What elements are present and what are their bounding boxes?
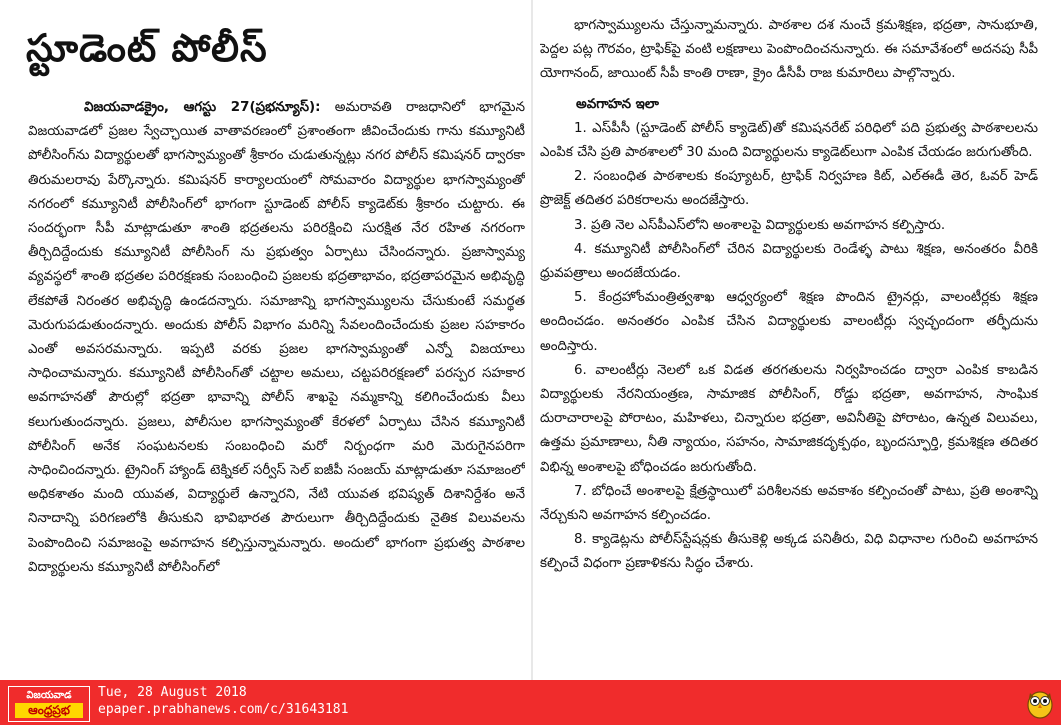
epaper-link[interactable]: epaper.prabhanews.com/c/31643181 (98, 702, 349, 717)
right-intro-paragraph: భాగస్వామ్యులను చేస్తున్నామన్నారు. పాఠశాల దశ నుంచే క్రమశిక్షణ, భద్రతా, సానుభూతి, పెద్దల పట్ల గౌరవం, ట్రాఫిక్‌పై వంటి లక్షణాలు పెంపొందించనున్నారు. ఈ సమావేశంలో అదనపు సీపీ యోగానంద్, జాయింట్ సీపీ కాంతి రాణా, క్రైం డీసీపీ రాజ కుమారిలు పాల్గొన్నారు. (540, 18, 1038, 82)
article-left-column (28, 96, 525, 676)
dateline: విజయవాడక్రైం, ఆగస్టు 27(ప్రభన్యూస్): (84, 100, 321, 115)
article-right-column (540, 14, 1038, 674)
column-divider (531, 0, 533, 680)
list-item: 8. క్యాడెట్లను పోలీస్‌స్టేషన్లకు తీసుకెళ్లి అక్కడ పనితీరు, విధి విధానాల గురించి అవగాహన కల్పించే విధంగా ప్రణాళికను సిద్ధం చేశారు. (540, 532, 1038, 572)
owl-icon (1026, 687, 1054, 719)
list-item: 5. కేంద్రహోంమంత్రిత్వశాఖ ఆధ్వర్యంలో శిక్షణ పొందిన ట్రైనర్లు, వాలంటీర్లకు శిక్షణ అందించడం. అనంతరం ఎంపిక చేసిన విద్యార్థులకు వాలంటీర్లు స్వచ్ఛందంగా తర్ఫీదును అందిస్తారు. (540, 290, 1038, 354)
left-body-text: అమరావతి రాజధానిలో భాగమైన విజయవాడలో ప్రజల స్వేచ్ఛాయిత వాతావరణంలో ప్రశాంతంగా జీవించేందుకు గాను కమ్యూనిటీ పోలీసింగ్‌ను విద్యార్థులతో భాగస్వామ్యంతో శ్రీకారం చుడుతున్నట్లు నగర పోలీస్ కమిషనర్ ద్వారకా తిరుమలరావు పేర్కొన్నారు. కమిషనర్ కార్యాలయంలో సోమవారం విద్యార్థుల భాగస్వామ్యంతో నగరంలో కమ్యూనిటీ పోలీసింగ్‌లో భాగంగా స్టూడెంట్ పోలీస్ క్యాడెట్‌కు శ్రీకారం చుట్టారు. ఈ సందర్భంగా సీపీ మాట్లాడుతూ శాంతి భద్రతలను పరిరక్షించి సురక్షిత నేర రహిత నగరంగా తీర్చిదిద్దేందుకు కమ్యూనిటీ పోలీసింగ్ ను ప్రభుత్వం ఏర్పాటు చేసిందన్నారు. ప్రజాస్వామ్య వ్యవస్థలో శాంతి భద్రతల పరిరక్షణకు సంబంధించి ప్రజలకు భద్రతాభావం, భద్రతాపరమైన అభివృద్ధి లేకపోతే నిరంతర అభివృద్ధి ఉండదన్నారు. సమాజాన్ని భాగస్వామ్యులను చేసుకుంటే సమర్థత మెరుగుపడుతుందన్నారు. అందుకు పోలీస్ విభాగం మరిన్ని సేవలందించేందుకు ప్రజల సహకారం ఎంతో అవసరమన్నారు. ఇప్పటి వరకు ప్రజల భాగస్వామ్యంతో ఎన్నో విజయాలు సాధించామన్నారు. కమ్యూనిటీ పోలీసింగ్‌తో చట్టాల అమలు, చట్టపరిరక్షణలో పరస్పర సహకార అవగాహనతో పౌరుల్లో భద్రతా భావాన్ని పోలీస్ శాఖపై నమ్మకాన్ని కలిగించేందుకు వీలు కలుగుతుందన్నారు. ప్రజలు, పోలీసుల భాగస్వామ్యంతో కేరళలో ఏర్పాటు చేసిన కమ్యూనిటీ పోలీసింగ్ అనేక సంఘటనలకు సంబంధించి మరో నిర్బంధగా మరి మెరుగైనపరిగా సాధించిందన్నారు. ట్రైనింగ్ హ్యాండ్ టెక్నికల్ సర్వీస్ సెల్ ఐజీపీ సంజయ్ మాట్లాడుతూ సమాజంలో అధికశాతం మంది యువత, విద్యార్థులే ఉన్నారని, నేటి యువత భవిష్యత్ దిశానిర్దేశం అనే నినాదాన్ని పరిగణలోకి తీసుకుని భావిభారత పౌరులుగా తీర్చిదిద్దేందుకు నైతిక విలువలను పెంపొందించి సమాజంపై అవగాహన కల్పిస్తున్నామన్నారు. అందులో భాగంగా ప్రభుత్వ పాఠశాల విద్యార్థులను కమ్యూనిటీ పోలీసింగ్‌లో (28, 100, 525, 575)
list-item: 1. ఎస్‌పీసీ (స్టూడెంట్ పోలీస్ క్యాడెట్)తో కమిషనరేట్ పరిధిలో పది ప్రభుత్వ పాఠశాలలను ఎంపిక చేసి ప్రతి పాఠశాలలో 30 మంది విద్యార్థులను క్యాడెట్‌లుగా ఎంపిక చేయడం జరుగుతోంది. (540, 120, 1038, 161)
article-headline: స్టూడెంట్ పోలీస్ (26, 26, 268, 70)
publication-date: Tue, 28 August 2018 (98, 685, 247, 700)
logo-masthead: ఆంధ్రప్రభ (15, 703, 83, 718)
list-item: 2. సంబంధిత పాఠశాలకు కంప్యూటర్, ట్రాఫిక్ నిర్వహణ కిట్, ఎల్ఈడీ తెర, ఓవర్ హెడ్ ప్రొజెక్ట్ తదితర పరికరాలను అందజేస్తారు. (540, 169, 1038, 209)
article-lead-paragraph (28, 96, 525, 580)
list-item: 7. బోధించే అంశాలపై క్షేత్రస్థాయిలో పరిశీలనకు అవకాశం కల్పించంతో పాటు, ప్రతి అంశాన్ని నేర్చుకుని అవగాహన కల్పించడం. (540, 483, 1038, 524)
list-item: 3. ప్రతి నెల ఎస్‌పీఎస్‌లోని అంశాలపై విద్యార్థులకు అవగాహన కల్పిస్తారు. (574, 217, 946, 233)
newspaper-logo[interactable] (8, 686, 90, 722)
logo-edition-label: విజయవాడ (26, 690, 72, 701)
subhead-awareness: అవగాహన ఇలా (576, 96, 659, 112)
list-item: 6. వాలంటీర్లు నెలలో ఒక విడత తరగతులను నిర్వహించడం ద్వారా ఎంపిక కాబడిన విద్యార్థులకు నేరనియంత్రణ, సామాజిక పోలీసింగ్, రోడ్డు భద్రతా, అవగాహన, సాంఘిక దురాచారాలపై పోరాటం, మహిళలు, చిన్నారుల భద్రతా, అవినీతిపై పోరాటం, ఉన్నత విలువలు, ఉత్తమ ప్రమాణాలు, నీతి న్యాయం, సహనం, సామాజికదృక్పథం, బృందస్ఫూర్తి, క్రమశిక్షణ తదితర విభిన్న అంశాలపై బోధించడం జరుగుతోంది. (540, 362, 1038, 475)
list-item: 4. కమ్యూనిటీ పోలీసింగ్‌లో చేరిన విద్యార్థులకు రెండేళ్ళ పాటు శిక్షణ, అనంతరం వీరికి ధ్రువపత్రాలు అందజేయడం. (540, 241, 1038, 282)
